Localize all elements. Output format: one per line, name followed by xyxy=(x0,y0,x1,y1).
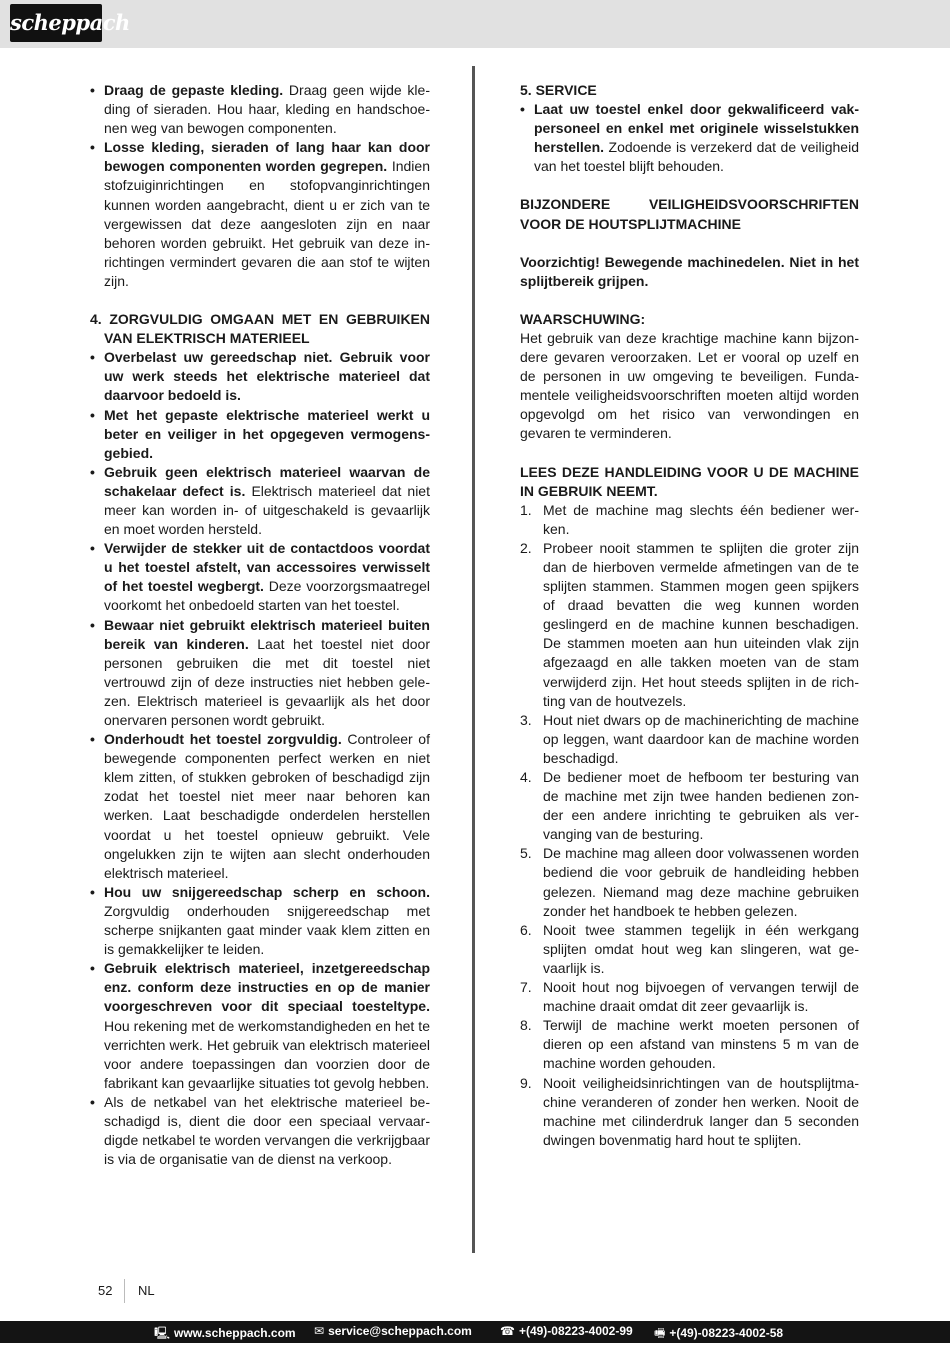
footer-fax xyxy=(654,1324,783,1345)
footer-website[interactable] xyxy=(154,1324,296,1345)
list-item xyxy=(90,616,430,731)
footer-bar xyxy=(0,1321,950,1343)
envelope-icon: ✉ xyxy=(314,1324,325,1338)
list-item xyxy=(90,883,430,959)
footer-email[interactable] xyxy=(314,1324,472,1338)
bullet-text: Zorgvuldig onderhouden snijgereedschap met scherpe snijkanten gaat minder vaak klem zitten en is gemakkelijker te leiden. xyxy=(104,902,430,958)
bullet-bold: Verwijder de stekker uit de contactdoos voordat u het toestel afstelt, van accessoires verwisselt of het toestel wegbergt. xyxy=(104,540,430,595)
footer-phone xyxy=(500,1324,633,1338)
column-divider xyxy=(472,66,475,1253)
bullet-bold: Overbelast uw gereedschap niet. Gebruik voor uw werk steeds het elektrische materieel dat daarvoor bedoeld is. xyxy=(104,349,430,404)
computer-icon: 🖳 xyxy=(154,1326,171,1340)
item-number: 4. xyxy=(520,769,532,785)
list-item xyxy=(90,463,430,539)
item-number: 9. xyxy=(520,1074,532,1091)
item-text: Terwijl de machine werkt moeten personen of dieren op een afstand van minstens 5 m van de machine worden gehouden. xyxy=(543,1017,859,1072)
left-column xyxy=(90,81,430,1169)
email-text: service@scheppach.com xyxy=(328,1324,472,1338)
list-item xyxy=(90,138,430,291)
brand-logo-text: scheppach xyxy=(10,10,130,35)
bullet-bold: Losse kleding, sieraden of lang haar kan door bewogen componenten worden gegrepen. xyxy=(104,139,430,175)
page-number: 52 xyxy=(98,1283,113,1298)
warning-heading: WAARSCHUWING: xyxy=(520,310,646,327)
list-item xyxy=(520,100,859,176)
caution-text: Voorzichtig! Bewegende machinedelen. Niet in het splijtbereik grijpen. xyxy=(520,253,859,289)
item-text: Hout niet dwars op de machinerichting de machine op leggen, want daardoor kan de machine worden beschadigd. xyxy=(543,711,859,766)
item-text: Nooit twee stammen tegelijk in één werkgang splijten omdat hout weg kan slingeren, wat gevaarlijk is. xyxy=(543,921,859,976)
list-item xyxy=(90,348,430,405)
header-bar xyxy=(0,0,950,48)
list-item xyxy=(520,768,859,844)
fax-text: +(49)-08223-4002-58 xyxy=(669,1326,784,1340)
bullet-text: Deze voorzorgsmaatregel voorkomt het onbedoeld starten van het toestel. xyxy=(104,578,430,614)
item-number: 8. xyxy=(520,1017,532,1034)
item-number: 5. xyxy=(520,845,532,862)
bullet-text: Zodoende is verzekerd dat de veiligheid van het toestel blijft behouden. xyxy=(534,139,859,175)
list-item xyxy=(520,711,859,768)
bullet-bold: Draag de gepaste kleding. xyxy=(104,82,284,98)
telephone-icon: ☎ xyxy=(500,1324,515,1338)
bullet-bold: Met het gepaste elektrische materieel werkt u beter en veiliger in het opgegeven vermogensgebied. xyxy=(104,406,430,461)
item-number: 1. xyxy=(520,501,532,518)
bullet-bold: Gebruik geen elektrisch materieel waarvan de schakelaar defect is. xyxy=(104,463,430,499)
list-item xyxy=(520,539,859,711)
item-text: Met de machine mag slechts één bediener werken. xyxy=(543,501,859,537)
bullet-text: Draag geen wijde kleding of sieraden. Hou haar, kleding en handschoenen weg van bewogen componenten. xyxy=(104,82,430,137)
fax-icon: 🖷 xyxy=(654,1326,666,1340)
item-text: De machine mag alleen door volwassenen worden bediend die voor gebruik de handleiding hebben gelezen. Niemand mag deze machine gebruiken zonder het handboek te hebben gelezen. xyxy=(543,845,859,919)
list-item xyxy=(520,1016,859,1073)
item-number: 7. xyxy=(520,979,532,996)
bullet-text: Indien stofzuiginrichtingen en stofopvanginrichtingen kunnen worden aangebracht, dient u er zich van te vergewissen dat deze aangesloten zijn en naar behoren worden gebruikt. Het gebruik van deze inrichtingen vermindert gevaren die aan stof te wijten zijn. xyxy=(104,158,430,289)
list-item xyxy=(520,978,859,1016)
list-item xyxy=(90,730,430,883)
special-safety-heading: BIJZONDERE VEILIGHEIDSVOORSCHRIFTEN VOOR DE HOUTSPLIJTMACHINE xyxy=(520,196,859,232)
list-item xyxy=(520,1074,859,1150)
list-item xyxy=(520,501,859,539)
list-item xyxy=(520,844,859,920)
right-column xyxy=(520,81,859,1150)
manual-heading: LEES DEZE HANDLEIDING VOOR U DE MACHINE IN GEBRUIK NEEMT. xyxy=(520,463,859,499)
brand-logo xyxy=(10,4,130,42)
list-item xyxy=(90,539,430,615)
item-number: 3. xyxy=(520,711,532,728)
section-4-heading: 4. ZORGVULDIG OMGAAN MET EN GEBRUIKEN VAN ELEKTRISCH MATERIEEL xyxy=(90,311,430,347)
phone-text: +(49)-08223-4002-99 xyxy=(518,1324,633,1338)
service-heading: 5. SERVICE xyxy=(520,82,597,98)
language-code: NL xyxy=(138,1283,155,1298)
item-text: Nooit hout nog bijvoegen of vervangen terwijl de machine draait omdat dit zeer gevaarlijk is. xyxy=(543,979,859,1015)
item-number: 2. xyxy=(520,539,532,556)
bullet-text: Als de netkabel van het elektrische materieel beschadigd is, dient die door een speciaal vervaardigde netkabel te worden vervangen die verkrijgbaar is via de organisatie van de dienst na verkoop. xyxy=(104,1093,430,1168)
bullet-bold: Onderhoudt het toestel zorgvuldig. xyxy=(104,731,342,748)
list-item xyxy=(90,81,430,138)
bullet-text: Elektrisch materieel dat niet meer kan worden in- of uitgeschakeld is gevaarlijk en moet worden hersteld. xyxy=(104,482,430,538)
page-number-separator xyxy=(124,1279,125,1303)
item-number: 6. xyxy=(520,921,532,938)
item-text: Nooit veiligheidsinrichtingen van de houtsplijtmachine veranderen of zonder hen werken. Nooit de machine met cilinderdruk langer dan 5 seconden dwingen bovenmatig hard hout te splijten. xyxy=(543,1074,859,1148)
item-text: Probeer nooit stammen te splijten die groter zijn dan de hierboven vermelde afmetingen van de te splijten stammen. Stammen mogen geen spijkers of draad bevatten die weg kunnen worden geslingerd en de machine kunnen beschadigen. De stammen moeten aan hun uiteinden vlak zijn afgezaagd en alle takken moeten van de stam verwijderd zijn. Het hout steeds splijten in de richting van de houtvezels. xyxy=(543,539,859,709)
list-item xyxy=(90,1093,430,1169)
item-text: De bediener moet de hefboom ter besturing van de machine met zijn twee handen bedienen zonder een andere inrichting te gebruiken als vervanging van de besturing. xyxy=(543,769,859,843)
bullet-text: Hou rekening met de werkomstandigheden en het te verrichten werk. Het gebruik van elektrisch materieel voor andere toepassingen dan voorzien door de fabrikant kan gevaarlijke situaties tot gevolg hebben. xyxy=(104,1017,430,1091)
warning-text: Het gebruik van deze krachtige machine kann bijzondere gevaren veroorzaken. Let er vooral op uzelf en de personen in uw omgeving te beveiligen. Fundamentele veiligheidsvoorschriften moeten altijd worden opgevolgd om het risico van verwondingen en gevaren te verminderen. xyxy=(520,329,859,442)
bullet-bold: Hou uw snijgereedschap scherp en schoon. xyxy=(104,883,430,900)
bullet-bold: Gebruik elektrisch materieel, inzetgereedschap enz. conform deze instructies en op de manier voorgeschreven voor dit speciaal toesteltype. xyxy=(104,960,430,1015)
bullet-bold: Bewaar niet gebruikt elektrisch materieel buiten bereik van kinderen. xyxy=(104,616,430,652)
list-item xyxy=(520,921,859,978)
list-item xyxy=(90,406,430,463)
bullet-text: Laat het toestel niet door personen gebruiken die met dit toestel niet vertrouwd zijn of deze instructies niet hebben gelezen. Elektrisch materieel is gevaarlijk als het door onervaren personen wordt gebruikt. xyxy=(104,635,430,728)
bullet-text: Controleer of bewegende componenten perfect werken en niet klem zitten, of stukken gebroken of beschadigd zijn zodat het toestel niet meer naar behoren kan werken. Laat beschadigde onderdelen herstellen voordat u het toestel opnieuw gebruikt. Vele ongelukken zijn te wijten aan slecht onderhouden elektrisch materieel. xyxy=(104,731,430,881)
bullet-bold: Laat uw toestel enkel door gekwalificeerd vakpersoneel en enkel met originele wisselstukken herstellen. xyxy=(534,101,859,156)
website-text: www.scheppach.com xyxy=(174,1326,296,1340)
list-item xyxy=(90,959,430,1093)
